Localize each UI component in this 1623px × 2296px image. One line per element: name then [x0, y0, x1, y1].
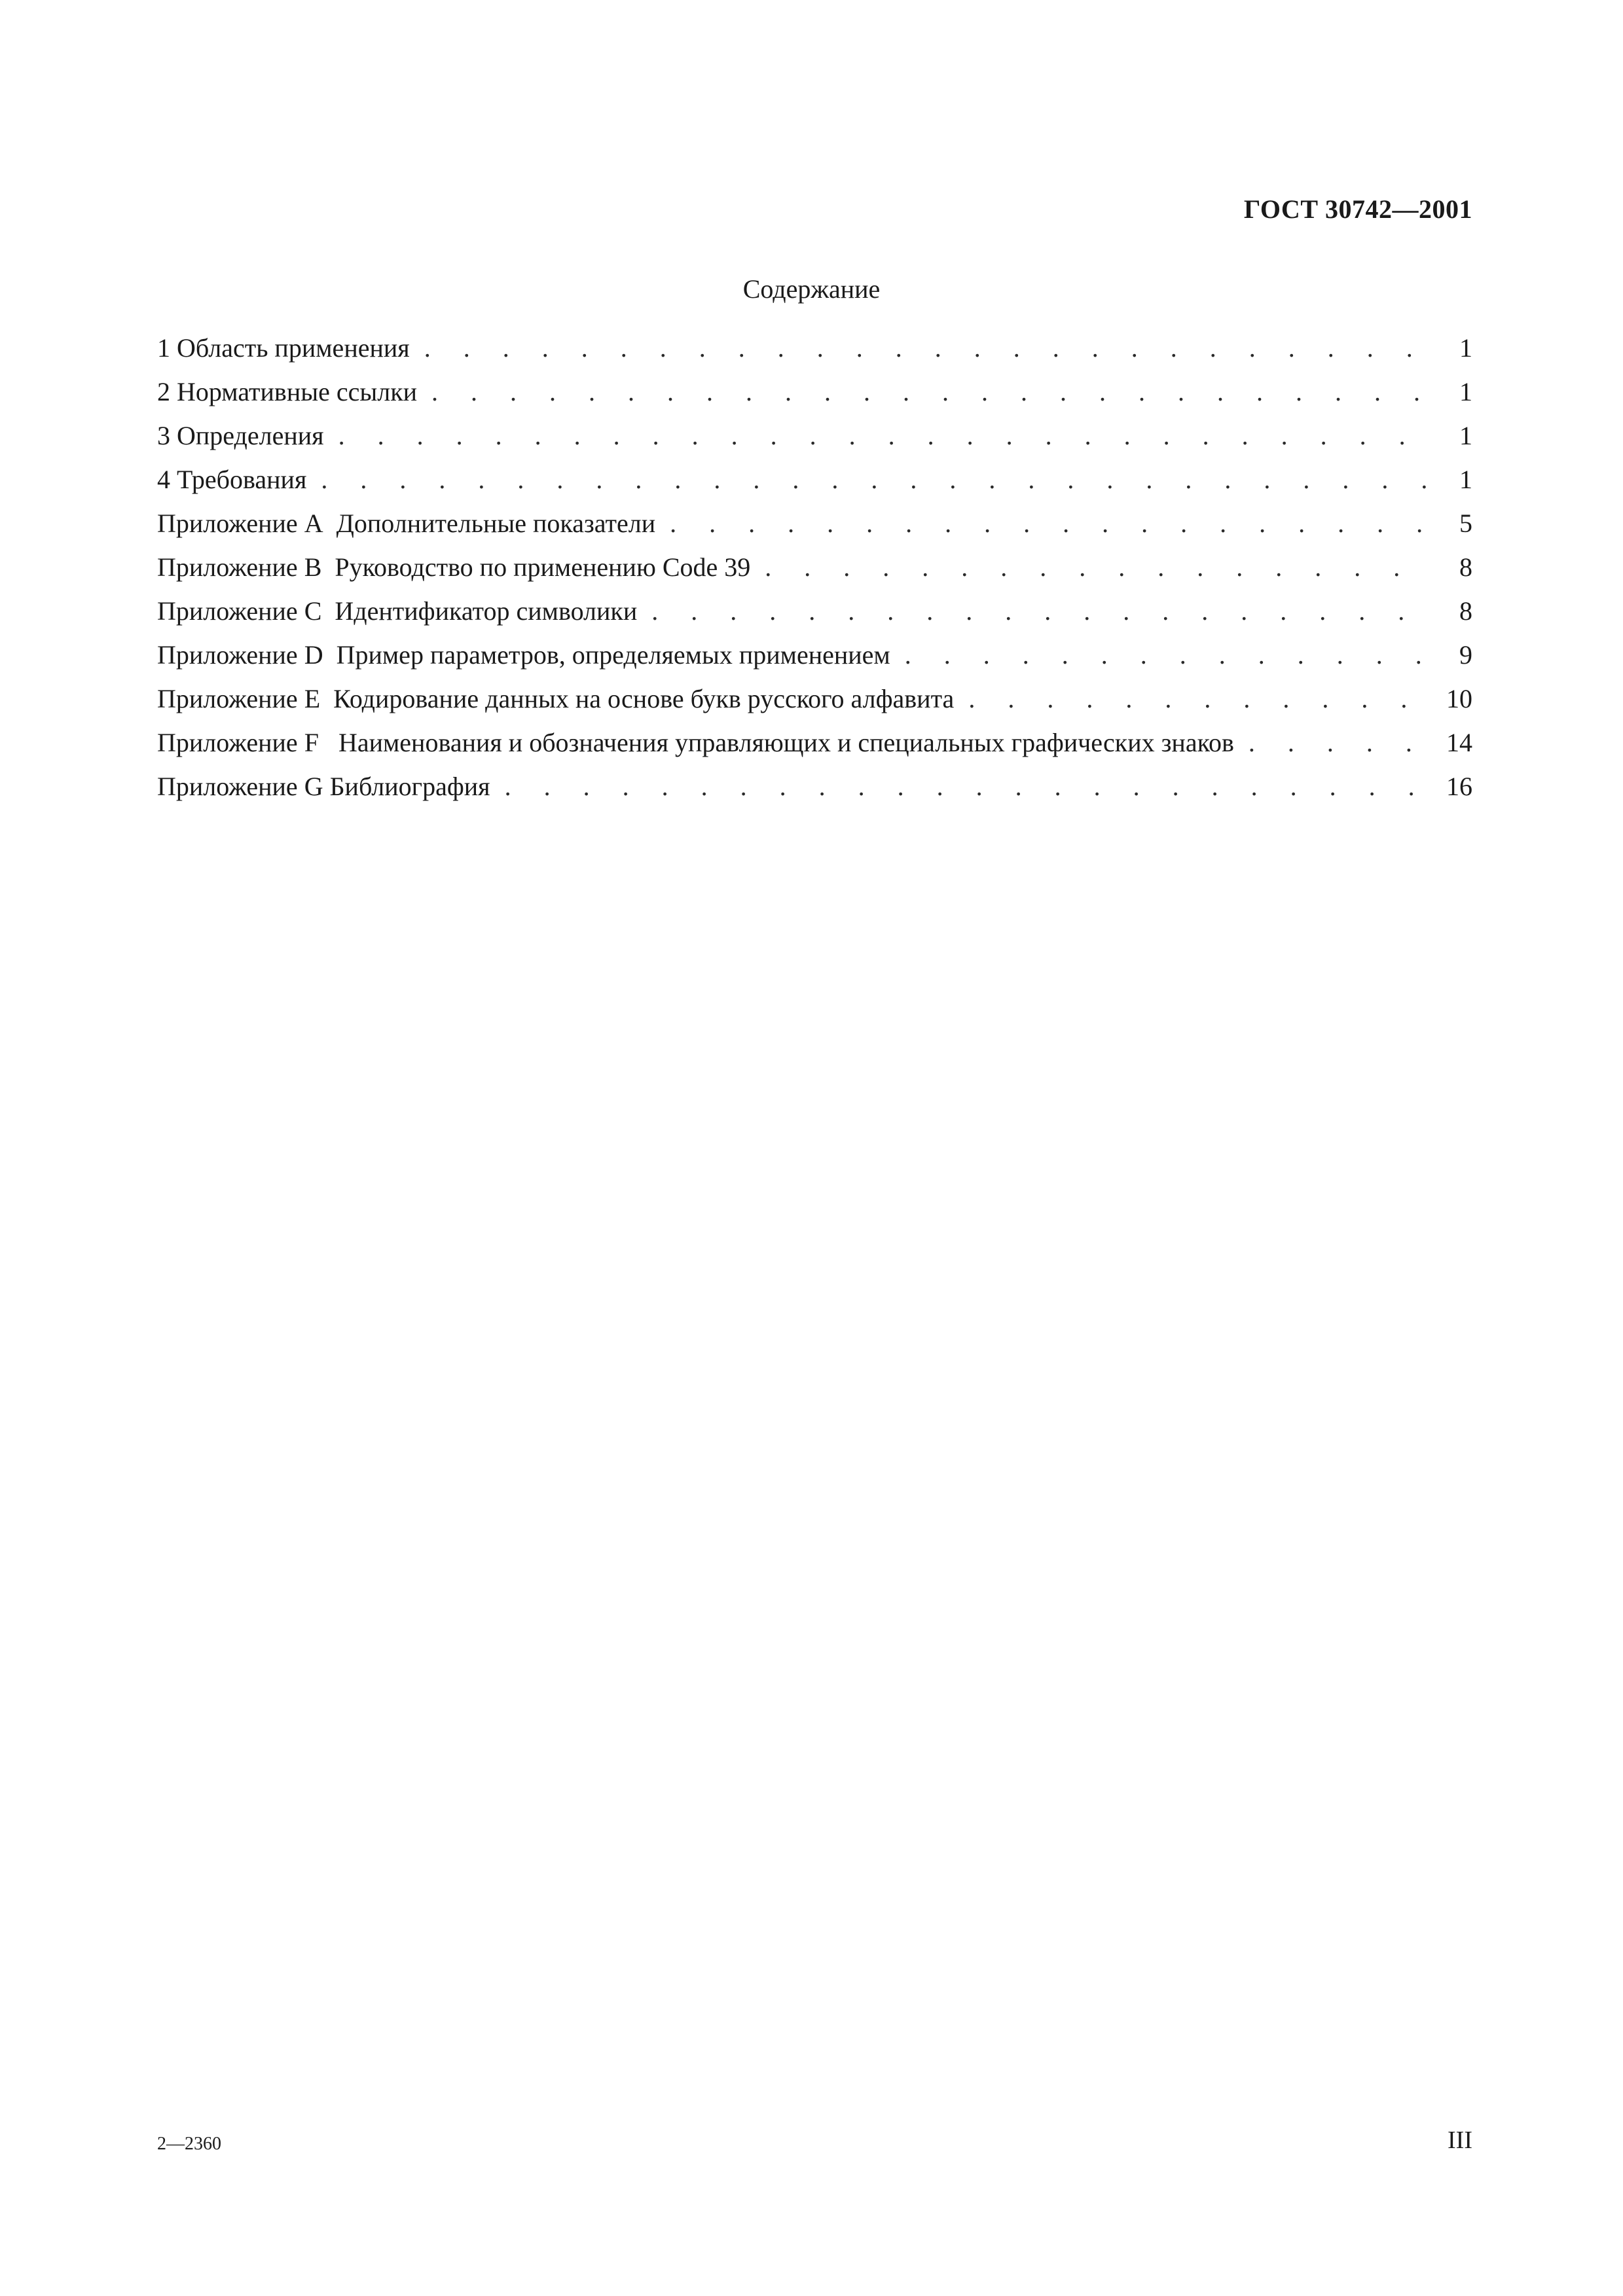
- toc-appendix-prefix: Приложение F: [157, 728, 319, 757]
- toc-leader-dots: [417, 370, 1427, 414]
- toc-entry-page: 8: [1459, 552, 1472, 582]
- toc-entry-page: 14: [1446, 728, 1472, 757]
- toc-entry[interactable]: [157, 414, 1472, 457]
- toc-entry-label: Наименования и обозначения управляющих и специальных графических знаков: [338, 728, 1234, 757]
- toc-entry-page: 1: [1459, 465, 1472, 494]
- toc-entry-page: 5: [1459, 509, 1472, 538]
- toc-appendix-prefix: Приложение G: [157, 772, 323, 801]
- toc-entry-appendix-c[interactable]: [157, 589, 1472, 633]
- toc-leader-dots: [1234, 721, 1427, 764]
- toc-entry-page: 10: [1446, 684, 1472, 713]
- page-number: III: [1448, 2126, 1472, 2154]
- toc-entry-page: 8: [1459, 596, 1472, 626]
- toc-leader-dots: [306, 457, 1427, 501]
- toc-entry-label: Идентификатор символики: [335, 596, 638, 626]
- toc-entry-label: Пример параметров, определяемых применением: [336, 640, 890, 670]
- toc-entry-page: 1: [1459, 333, 1472, 363]
- toc-appendix-prefix: Приложение D: [157, 640, 323, 670]
- toc-entry-label: Дополнительные показатели: [336, 509, 656, 538]
- toc-entry-appendix-e[interactable]: [157, 677, 1472, 721]
- toc-entry-appendix-g[interactable]: [157, 764, 1472, 808]
- toc-appendix-prefix: Приложение Е: [157, 684, 321, 713]
- toc-leader-dots: [954, 677, 1427, 721]
- toc-entry-label: 3 Определения: [157, 421, 324, 450]
- toc-entry-label: 2 Нормативные ссылки: [157, 377, 418, 406]
- toc-entry[interactable]: [157, 457, 1472, 501]
- toc-appendix-prefix: Приложение В: [157, 552, 322, 582]
- toc-entry-label: Кодирование данных на основе букв русского алфавита: [333, 684, 955, 713]
- toc-leader-dots: [637, 589, 1427, 633]
- toc-title: Содержание: [742, 274, 881, 304]
- toc-leader-dots: [410, 326, 1427, 370]
- toc-leader-dots: [890, 633, 1427, 677]
- toc-entry-label: 1 Область применения: [157, 333, 410, 363]
- toc-entry-appendix-b[interactable]: [157, 545, 1472, 589]
- toc-entry-page: 9: [1459, 640, 1472, 670]
- toc-entry-appendix-d[interactable]: [157, 633, 1472, 677]
- toc-leader-dots: [490, 764, 1427, 808]
- print-order-code: 2—2360: [157, 2134, 221, 2154]
- toc-entry-label: Руководство по применению Code 39: [335, 552, 751, 582]
- toc-appendix-prefix: Приложение С: [157, 596, 322, 626]
- toc-leader-dots: [324, 414, 1427, 457]
- toc-entry-page: 16: [1446, 772, 1472, 801]
- toc-leader-dots: [750, 545, 1427, 589]
- toc-entry-appendix-f[interactable]: [157, 721, 1472, 764]
- toc-entry-page: 1: [1459, 377, 1472, 406]
- table-of-contents: [157, 326, 1472, 808]
- toc-entry-label: Библиография: [329, 772, 490, 801]
- document-code: ГОСТ 30742—2001: [1243, 194, 1472, 224]
- toc-entry-label: 4 Требования: [157, 465, 307, 494]
- toc-leader-dots: [655, 501, 1427, 545]
- toc-entry[interactable]: [157, 326, 1472, 370]
- toc-entry[interactable]: [157, 370, 1472, 414]
- toc-entry-page: 1: [1459, 421, 1472, 450]
- toc-appendix-prefix: Приложение А: [157, 509, 323, 538]
- toc-entry-appendix-a[interactable]: [157, 501, 1472, 545]
